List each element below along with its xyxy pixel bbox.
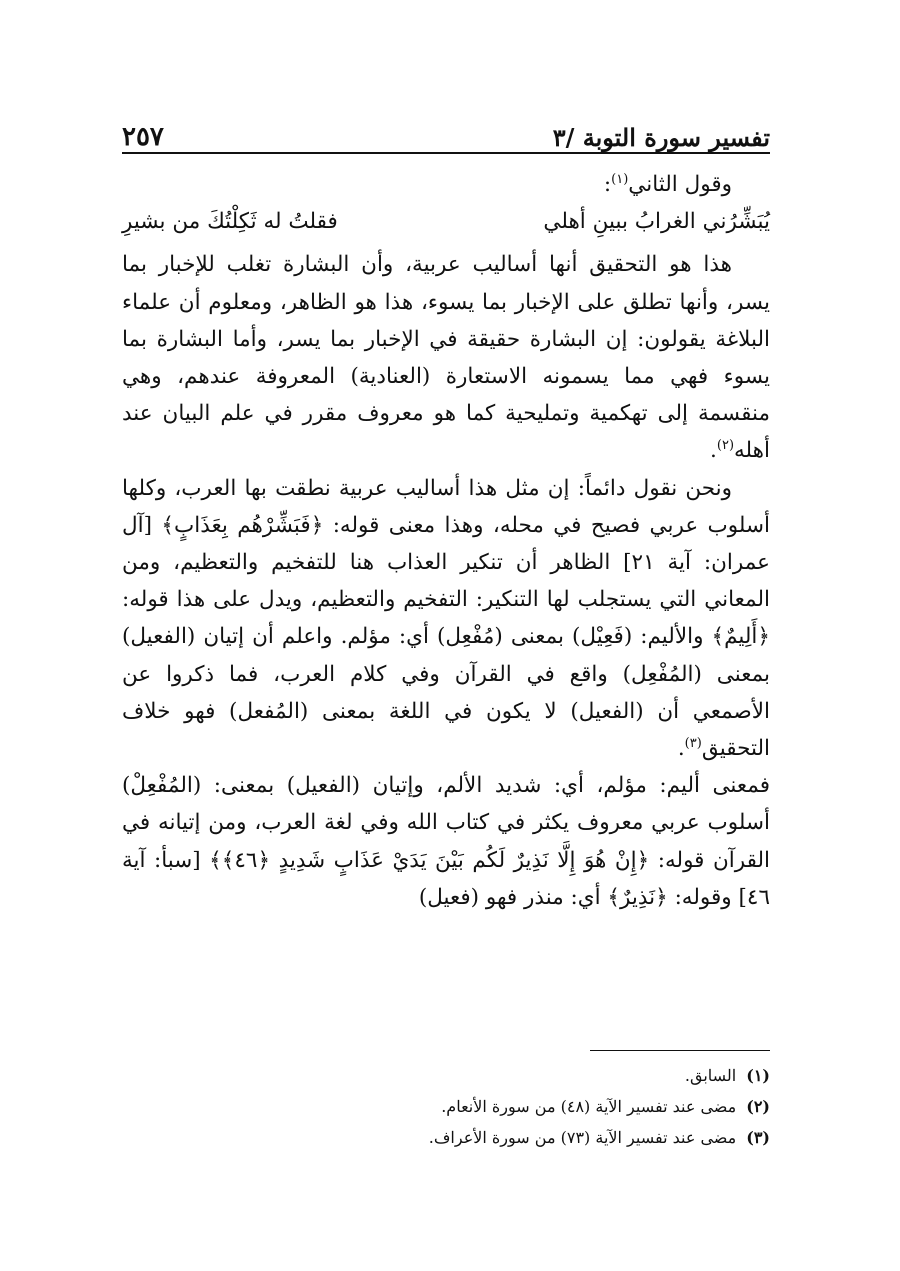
footnote-ref-3: (٣) xyxy=(684,735,702,751)
verse-intro-text: وقول الثاني xyxy=(628,172,732,197)
verse-intro xyxy=(122,166,770,203)
running-header xyxy=(122,112,770,152)
footnote-rule xyxy=(590,1050,770,1051)
footnote-1 xyxy=(122,1060,770,1091)
verse-intro-colon: : xyxy=(603,172,612,197)
verse-first-hemistich: يُبَشِّرُني الغرابُ ببينِ أهلي xyxy=(543,209,770,235)
paragraph-1-text: هذا هو التحقيق أنها أساليب عربية، وأن البشارة تغلب للإخبار بما يسر، وأنها تطلق على الإخبار بما يسوء، هذا هو الظاهر، ومعلوم أن علماء البلاغة يقولون: إن البشارة حقيقة في الإخبار بما يسر، وأما البشارة بما يسوء فهي مما يسمونه الاستعارة (العنادية) المعروفة عندهم، وهي منقسمة إلى تهكمية وتمليحية كما هو معروف مقرر في علم البيان عند أهله xyxy=(122,252,770,464)
paragraph-2-text: ونحن نقول دائماً: إن مثل هذا أساليب عربية نطقت بها العرب، وكلها أسلوب عربي فصيح في محله، وهذا معنى قوله: ﴿فَبَشِّرْهُم بِعَذَابٍ﴾ [آل عمران: آية ٢١] الظاهر أن تنكير العذاب هنا للتفخيم والتعظيم، ومن المعاني التي يستجلب لها التنكير: التفخيم والتعظيم، ويدل على هذا قوله: ﴿أَلِيمٌ﴾ والأليم: (فَعِيْل) بمعنى (مُفْعِل) أي: مؤلم. واعلم أن إتيان (الفعيل) بمعنى (المُفْعِل) واقع في القرآن وفي كلام العرب، فما ذكروا عن الأصمعي أن (الفعيل) لا يكون في اللغة بمعنى (المُفعل) فهو خلاف التحقيق xyxy=(122,475,771,762)
poetry-verse xyxy=(122,203,770,240)
footnotes xyxy=(122,1060,770,1153)
paragraph-2-end: . xyxy=(677,736,685,762)
paragraph-3-text: فمعنى أليم: مؤلم، أي: شديد الألم، وإتيان (الفعيل) بمعنى: (المُفْعِلْ) أسلوب عربي معروف يكثر في كتاب الله وفي لغة العرب، ومن إتيانه في القرآن قوله: ﴿إِنْ هُوَ إِلَّا نَذِيرٌ لَكُم بَيْنَ يَدَيْ عَذَابٍ شَدِيدٍ ﴿٤٦﴾﴾ [سبأ: آية ٤٦] وقوله: ﴿نَذِيرٌ﴾ أي: منذر فهو (فعيل) xyxy=(122,773,770,910)
page-number: ٢٥٧ xyxy=(122,122,164,152)
paragraph-2 xyxy=(122,470,770,768)
footnote-ref-1: (١) xyxy=(611,171,629,187)
paragraph-3 xyxy=(122,767,770,916)
main-text xyxy=(122,166,770,916)
footnote-text: السابق. xyxy=(684,1066,737,1085)
header-rule xyxy=(122,152,770,154)
footnote-text: مضى عند تفسير الآية (٤٨) من سورة الأنعام. xyxy=(441,1097,737,1116)
footnote-2 xyxy=(122,1091,770,1122)
footnote-number: (٢) xyxy=(746,1097,770,1116)
footnote-3 xyxy=(122,1122,770,1153)
footnote-number: (٣) xyxy=(746,1128,770,1147)
paragraph-1-end: . xyxy=(710,438,717,464)
header-title: تفسير سورة التوبة /٣ xyxy=(552,123,770,152)
paragraph-1 xyxy=(122,246,770,469)
verse-second-hemistich: فقلتُ له ثَكِلْتُكَ من بشيرِ xyxy=(122,209,338,235)
footnote-number: (١) xyxy=(746,1066,770,1085)
footnote-text: مضى عند تفسير الآية (٧٣) من سورة الأعراف. xyxy=(428,1128,737,1147)
footnote-ref-2: (٢) xyxy=(716,438,735,454)
